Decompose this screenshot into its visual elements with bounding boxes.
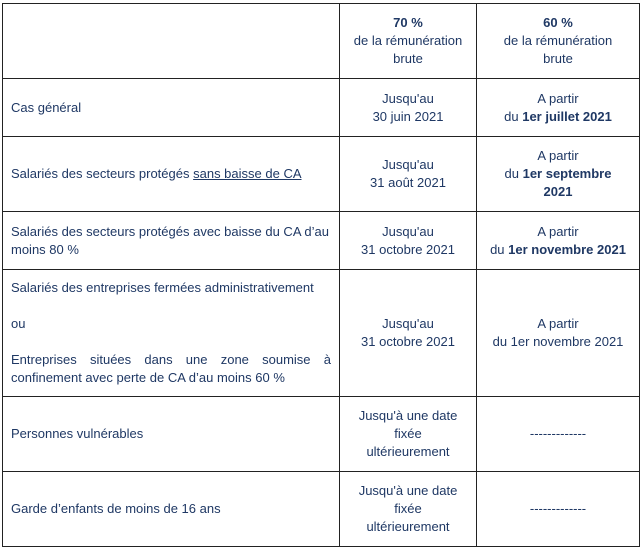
row-label-underlined: sans baisse de CA bbox=[193, 166, 302, 181]
row-label-line2: moins 80 % bbox=[11, 241, 79, 257]
col70-cell bbox=[340, 137, 477, 212]
col60-line1: A partir bbox=[537, 90, 579, 106]
header-60-cell bbox=[477, 4, 640, 79]
col60-cell bbox=[477, 270, 640, 397]
col70-line3: ultérieurement bbox=[366, 444, 450, 459]
col70-line1: Jusqu'à une date bbox=[358, 483, 458, 498]
row-label: Cas général bbox=[3, 79, 340, 137]
col70-line1: Jusqu'au bbox=[382, 316, 434, 331]
col60-date: 1er juillet 2021 bbox=[522, 108, 612, 124]
header-empty-cell bbox=[3, 4, 340, 79]
col60-line2 bbox=[485, 165, 631, 183]
header-60-line2: brute bbox=[543, 51, 573, 66]
col60-dash: ------------- bbox=[477, 397, 640, 472]
row-label-line1: Salariés des secteurs protégés avec baisse du CA d’au bbox=[11, 223, 329, 239]
header-60-pct: 60 % bbox=[543, 15, 573, 30]
col70-line2: 31 octobre 2021 bbox=[361, 334, 455, 349]
col60-prefix: du bbox=[504, 166, 523, 181]
table-row bbox=[3, 270, 640, 397]
header-70-cell bbox=[340, 4, 477, 79]
col70-cell bbox=[340, 397, 477, 472]
col70-line1: Jusqu'au bbox=[382, 157, 434, 172]
col70-line3: ultérieurement bbox=[366, 519, 450, 534]
col70-line2: 31 août 2021 bbox=[370, 175, 446, 190]
header-row bbox=[3, 4, 640, 79]
activite-partielle-table bbox=[2, 3, 640, 547]
table-row bbox=[3, 472, 640, 547]
col60-prefix: du bbox=[490, 241, 509, 257]
col70-cell bbox=[340, 79, 477, 137]
row-label-line1: Salariés des entreprises fermées administrativement bbox=[11, 280, 314, 295]
col60-date: 1er novembre 2021 bbox=[508, 241, 626, 257]
col60-line2: du 1er novembre 2021 bbox=[492, 334, 624, 349]
row-label-line3: Entreprises situées dans une zone soumise à bbox=[11, 352, 331, 367]
col70-line2: 31 octobre 2021 bbox=[361, 241, 455, 257]
row-label-or: ou bbox=[11, 316, 26, 331]
col70-line2: 30 juin 2021 bbox=[372, 108, 444, 124]
col60-line1: A partir bbox=[537, 316, 579, 331]
table-row bbox=[3, 212, 640, 270]
col60-cell bbox=[477, 137, 640, 212]
col60-date: 1er septembre bbox=[522, 166, 612, 181]
row-label bbox=[3, 270, 340, 397]
row-label: Garde d’enfants de moins de 16 ans bbox=[3, 472, 340, 547]
row-label: Personnes vulnérables bbox=[3, 397, 340, 472]
col70-line1: Jusqu'au bbox=[382, 90, 434, 106]
table-row bbox=[3, 79, 640, 137]
col60-line2 bbox=[485, 241, 631, 259]
col60-line2 bbox=[485, 108, 631, 126]
col60-line1: A partir bbox=[537, 148, 579, 163]
col70-cell bbox=[340, 472, 477, 547]
col60-prefix: du bbox=[504, 108, 523, 124]
col70-line1: Jusqu'au bbox=[382, 223, 434, 239]
col70-line1: Jusqu'à une date bbox=[358, 408, 458, 423]
row-label bbox=[3, 137, 340, 212]
col70-line2: fixée bbox=[394, 501, 422, 516]
table-row bbox=[3, 137, 640, 212]
col60-cell bbox=[477, 79, 640, 137]
row-label-prefix: Salariés des secteurs protégés bbox=[11, 166, 194, 181]
col70-cell bbox=[340, 212, 477, 270]
header-70-line2: brute bbox=[393, 51, 423, 66]
col60-line1: A partir bbox=[537, 223, 579, 239]
row-label bbox=[3, 212, 340, 270]
header-70-pct: 70 % bbox=[393, 15, 423, 30]
col60-dash: ------------- bbox=[477, 472, 640, 547]
col70-line2: fixée bbox=[394, 426, 422, 441]
table-row bbox=[3, 397, 640, 472]
row-label-line4: confinement avec perte de CA d’au moins 60 % bbox=[11, 370, 285, 385]
col60-cell bbox=[477, 212, 640, 270]
col60-line3: 2021 bbox=[543, 184, 573, 199]
col70-cell bbox=[340, 270, 477, 397]
header-70-line1: de la rémunération bbox=[353, 33, 463, 48]
header-60-line1: de la rémunération bbox=[503, 33, 613, 48]
